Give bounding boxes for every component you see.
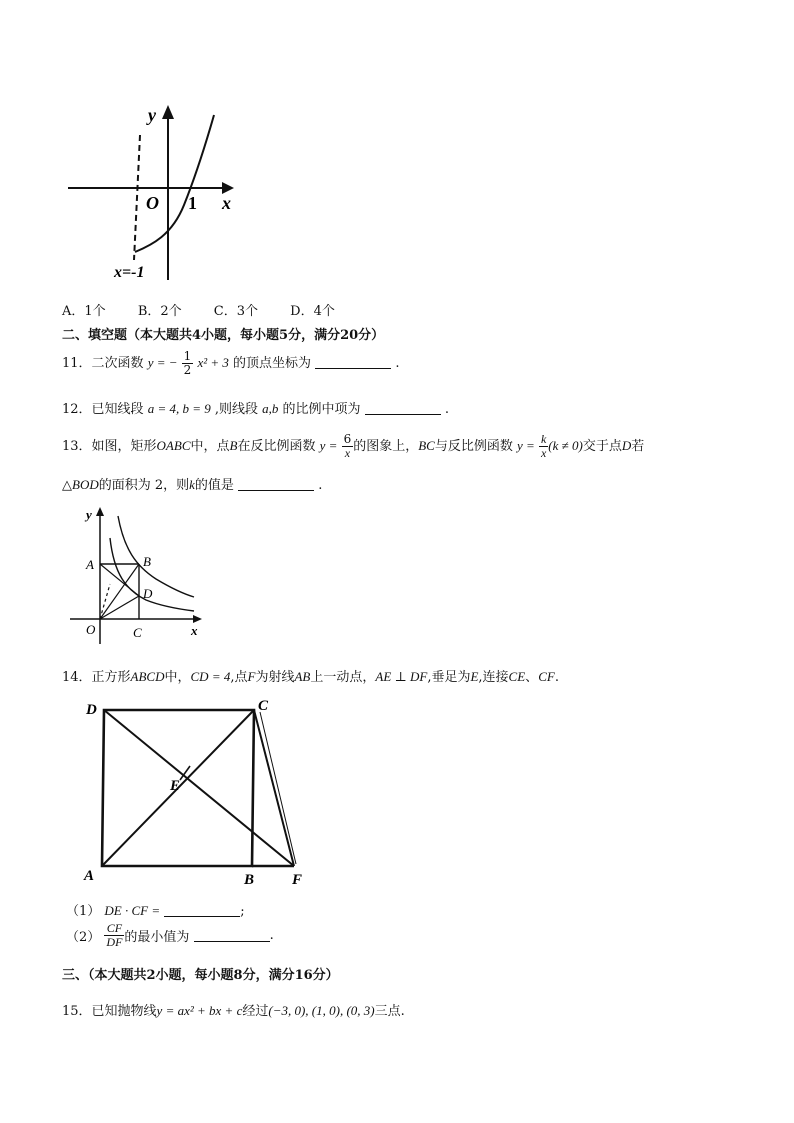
answer-blank-11[interactable]: [315, 356, 391, 369]
parabola-curve: [135, 115, 214, 252]
label-f: F: [292, 872, 303, 888]
fraction-one-half: $\frac{1}{2}$: [183, 349, 192, 377]
question-14-part-1: （1） DE · CF = ;: [66, 903, 245, 919]
q10-parabola-figure: [62, 95, 252, 285]
label-e: E: [170, 778, 181, 794]
section3-heading: 三、（本大题共2小题，每小题8分，满分16分）: [62, 968, 339, 983]
label-one: 1: [188, 193, 197, 213]
question-11: 11．二次函数 y = − $\frac{1}{2}$ x² + 3 的顶点坐标为 .: [62, 349, 400, 377]
segment-cf: [254, 710, 294, 866]
label-b: B: [143, 554, 151, 569]
question-14-part-2: （2） $\frac{CF}{DF}$ 的最小值为 .: [66, 921, 274, 949]
option-a[interactable]: A．1个: [62, 304, 106, 319]
label-y: y: [148, 105, 156, 125]
label-a: A: [84, 868, 95, 884]
question-13-line1: 13．如图，矩形OABC中，点B在反比例函数 y = $\frac{6}{x}$ 的图象上，BC与反比例函数 y = $\frac{k}{x}$ (k ≠ 0)交于点D若: [62, 432, 645, 460]
label-y: y: [86, 507, 92, 522]
label-c: C: [258, 698, 269, 714]
label-c: C: [133, 625, 142, 640]
question-15: 15．已知抛物线y = ax² + bx + c经过(−3, 0), (1, 0), (0, 3)三点.: [62, 1003, 405, 1019]
q13-hyperbola-figure: [66, 504, 216, 650]
label-x: x: [222, 193, 231, 213]
option-b[interactable]: B．2个: [137, 304, 182, 319]
segment-cf-inner: [260, 712, 296, 864]
fraction-k-over-x: $\frac{k}{x}$: [540, 432, 547, 460]
label-a: A: [86, 557, 94, 572]
hyperbola-6-over-x: [118, 516, 194, 597]
label-x-eq-neg1: x=-1: [114, 264, 145, 281]
label-d: D: [86, 702, 97, 718]
label-o: O: [86, 622, 96, 637]
fraction-6-over-x: $\frac{6}{x}$: [343, 432, 352, 460]
label-d: D: [143, 586, 153, 601]
question-13-line2: △BOD的面积为 2，则k的值是 .: [62, 477, 323, 493]
q14-square-figure: [80, 694, 320, 890]
answer-blank-13[interactable]: [238, 478, 314, 491]
option-d[interactable]: D．4个: [290, 304, 335, 319]
answer-blank-14-1[interactable]: [164, 904, 240, 917]
section2-heading: 二、填空题（本大题共4小题，每小题5分，满分20分）: [62, 328, 385, 343]
question-14: 14．正方形ABCD中，CD = 4,点F为射线AB上一动点，AE ⊥ DF,垂足为E,连接CE、CF.: [62, 669, 559, 685]
q10-options: [62, 300, 363, 319]
x-axis-arrow: [193, 615, 202, 623]
question-12: 12．已知线段 a = 4, b = 9 ,则线段 a,b 的比例中项为 .: [62, 401, 449, 417]
answer-blank-12[interactable]: [365, 402, 441, 415]
option-c[interactable]: C．3个: [213, 304, 258, 319]
label-x: x: [191, 623, 198, 638]
y-axis-arrow: [96, 507, 104, 516]
answer-blank-14-2[interactable]: [194, 929, 270, 942]
fraction-cf-over-df: $\frac{CF}{DF}$: [106, 921, 123, 949]
label-origin: O: [146, 193, 159, 213]
label-b: B: [244, 872, 255, 888]
axis-of-symmetry: [134, 135, 140, 260]
y-axis-arrow: [162, 105, 174, 119]
